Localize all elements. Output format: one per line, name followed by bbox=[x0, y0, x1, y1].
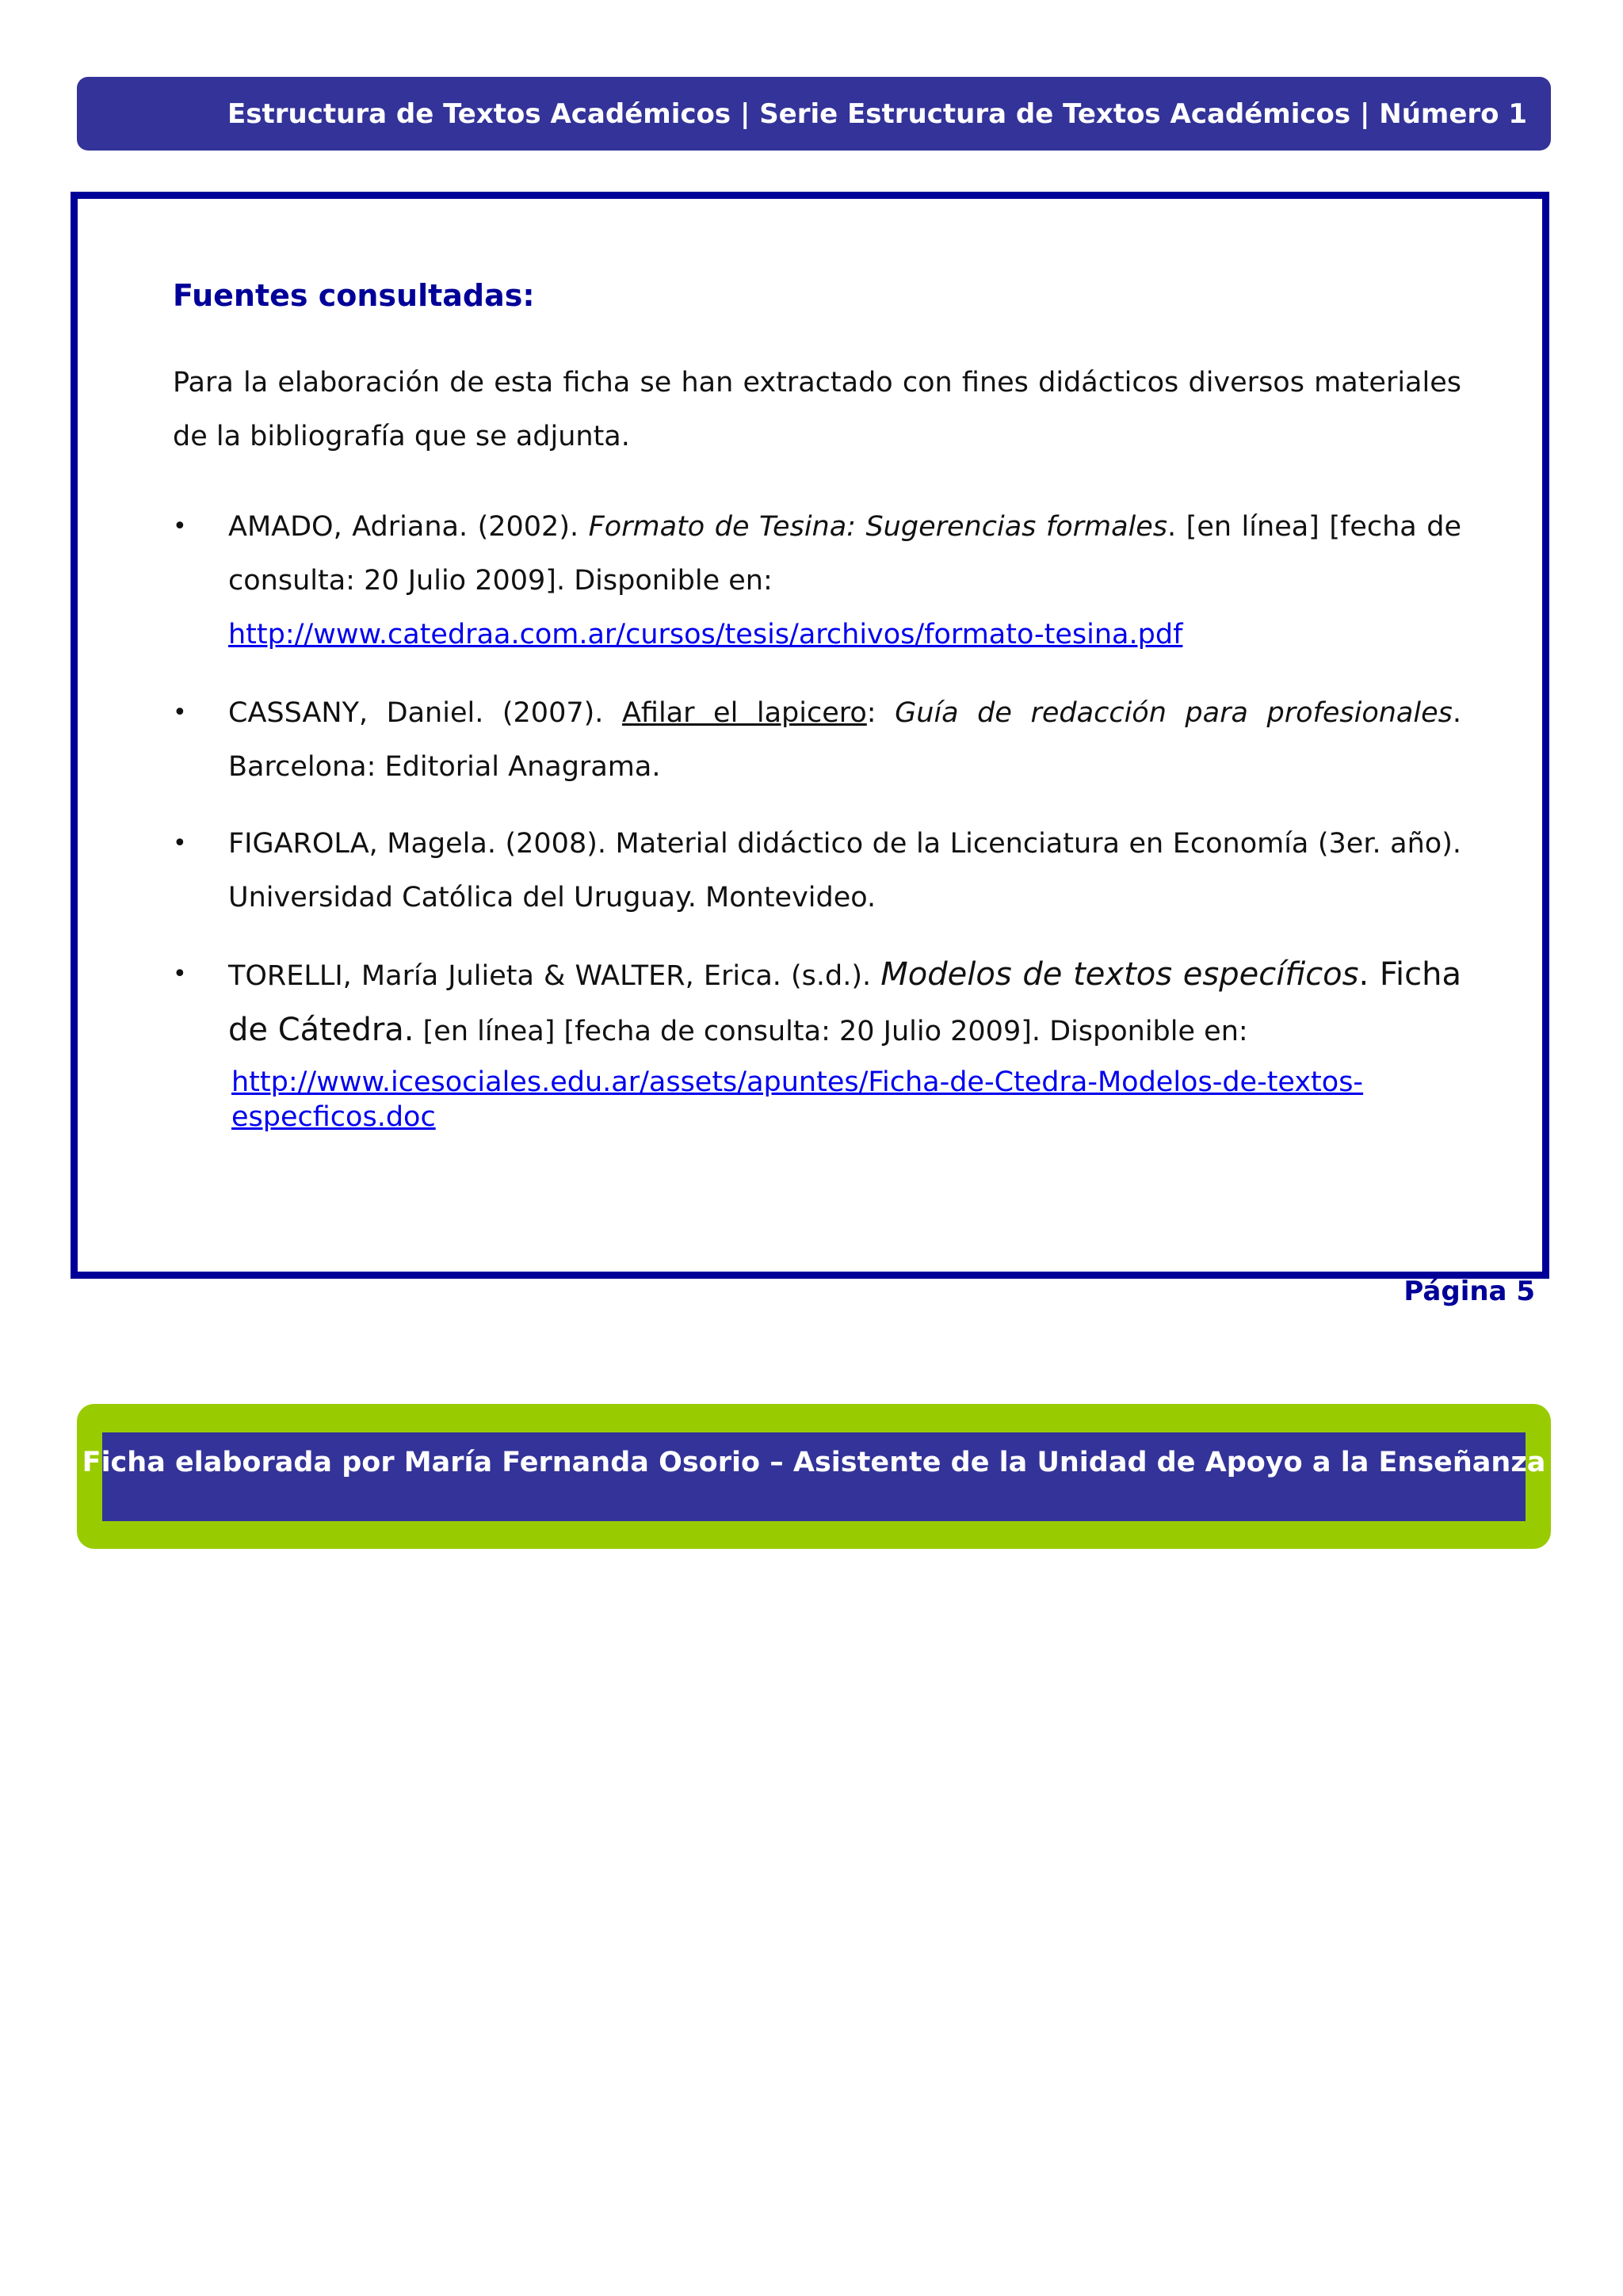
reference-details: . [en línea] [fecha de consulta: 20 Julio 2009]. Disponible en: bbox=[228, 511, 1461, 597]
reference-text bbox=[228, 686, 1461, 794]
reference-author: AMADO, Adriana. (2002). bbox=[228, 511, 589, 543]
bullet-icon: • bbox=[173, 513, 187, 540]
page-number: Página 5 bbox=[1403, 1276, 1535, 1307]
footer-credit: Ficha elaborada por María Fernanda Osorio – Asistente de la Unidad de Apoyo a la Enseñanza bbox=[82, 1447, 1546, 1478]
header-bar bbox=[77, 77, 1551, 151]
bullet-icon: • bbox=[173, 699, 187, 727]
reference-amado bbox=[173, 500, 1461, 662]
bullet-icon: • bbox=[173, 830, 187, 857]
footer-banner bbox=[77, 1404, 1551, 1549]
reference-title: Formato de Tesina: Sugerencias formales bbox=[588, 511, 1168, 543]
reference-title: Afilar el lapicero bbox=[621, 697, 867, 729]
header-title: Estructura de Textos Académicos | Serie Estructura de Textos Académicos | Número 1 bbox=[227, 97, 1527, 130]
reference-link[interactable] bbox=[231, 1065, 1461, 1135]
reference-author: TORELLI, María Julieta & WALTER, Erica. (s.d.). bbox=[228, 960, 881, 992]
intro-paragraph: Para la elaboración de esta ficha se han extractado con fines didácticos diversos materiales de la bibliografía que se adjunta. bbox=[173, 367, 1461, 452]
reference-figarola bbox=[173, 817, 1461, 925]
reference-text bbox=[228, 948, 1461, 1135]
reference-text bbox=[228, 500, 1461, 662]
reference-author: CASSANY, Daniel. (2007). bbox=[228, 697, 622, 729]
reference-colon: : bbox=[866, 697, 896, 729]
section-title: Fuentes consultadas: bbox=[173, 278, 535, 313]
bullet-icon: • bbox=[173, 960, 187, 988]
reference-link-line1: http://www.icesociales.edu.ar/assets/apuntes/Ficha-de-Ctedra-Modelos-de-textos- bbox=[231, 1066, 1364, 1098]
reference-torelli bbox=[173, 948, 1461, 1135]
reference-text: FIGAROLA, Magela. (2008). Material didáctico de la Licenciatura en Economía (3er. año). Universidad Católica del Uruguay. Montevideo. bbox=[228, 828, 1461, 913]
footer-inner bbox=[82, 1432, 1546, 1521]
reference-title: Modelos de textos específicos bbox=[880, 956, 1359, 993]
reference-details: [en línea] [fecha de consulta: 20 Julio 2009]. Disponible en: bbox=[414, 1016, 1248, 1047]
reference-subtitle: Guía de redacción para profesionales bbox=[895, 697, 1453, 729]
sources-box bbox=[71, 192, 1549, 1279]
reference-link-line2: especficos.doc bbox=[231, 1101, 436, 1133]
reference-link[interactable]: http://www.catedraa.com.ar/cursos/tesis/archivos/formato-tesina.pdf bbox=[228, 619, 1183, 650]
reference-cassany bbox=[173, 686, 1461, 794]
reference-title-tail: . Ficha de Cátedra. bbox=[228, 956, 1461, 1048]
reference-details: . Barcelona: Editorial Anagrama. bbox=[228, 697, 1462, 783]
